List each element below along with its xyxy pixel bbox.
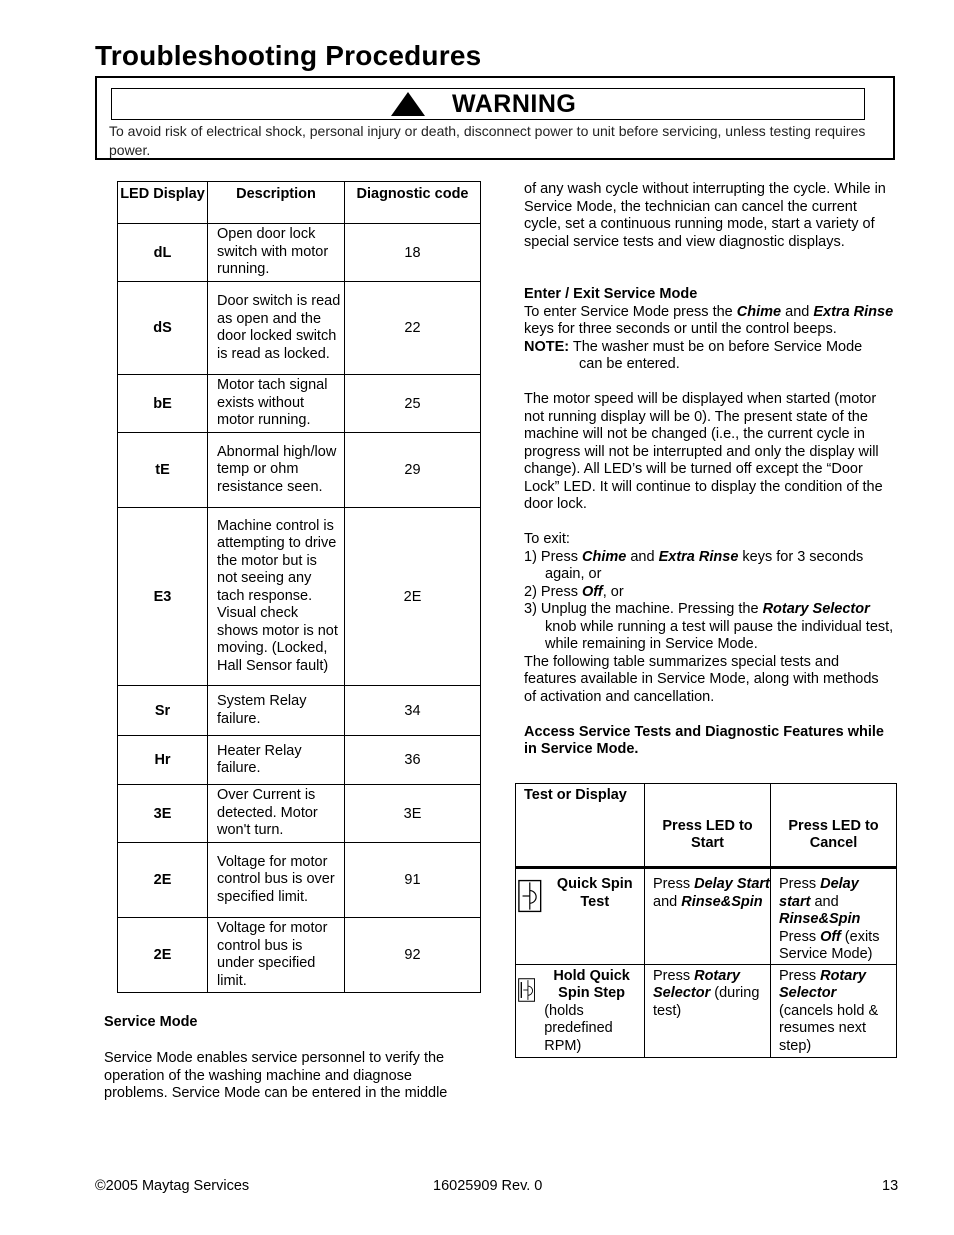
diagnostic-code: 2E [345, 508, 481, 686]
led-code: Sr [118, 686, 208, 736]
header-press-to-cancel: Press LED to Cancel [771, 784, 897, 868]
exit-step-1: 1) Press Chime and Extra Rinse keys for 3 seconds again, or [524, 548, 864, 582]
test-name-cell [516, 964, 645, 1057]
header-press-to-start: Press LED to Start [645, 784, 771, 868]
led-description: Motor tach signal exists without motor running. [208, 375, 345, 433]
led-description: System Relay failure. [208, 686, 345, 736]
test-name: Quick Spin Test [556, 876, 633, 910]
note-continued: can be entered. [579, 356, 680, 372]
diagnostic-code: 91 [345, 843, 481, 918]
footer-page-number: 13 [882, 1178, 899, 1194]
off-key: Off [582, 583, 603, 600]
table-row [516, 868, 897, 965]
table-row [516, 964, 897, 1057]
diagnostic-code: 34 [345, 686, 481, 736]
service-mode-intro: Service Mode enables service personnel to verify the operation of the washing machine and diagnose problems. Service Mode can be entered in the middle [104, 1050, 448, 1101]
enter-instructions: To enter Service Mode press the Chime and Extra Rinse keys for three seconds or until the control beeps. [524, 303, 894, 337]
diagnostic-code: 92 [345, 918, 481, 993]
diagnostic-code: 18 [345, 224, 481, 282]
diagnostic-code: 22 [345, 282, 481, 375]
warning-box [95, 76, 895, 160]
led-description: Door switch is read as open and the door locked switch is read as locked. [208, 282, 345, 375]
table-row [118, 918, 481, 993]
test-note: (holds predefined RPM) [544, 1002, 613, 1054]
led-code: 3E [118, 785, 208, 843]
led-code: E3 [118, 508, 208, 686]
table-row [118, 224, 481, 282]
service-tests-table [515, 783, 897, 1058]
exit-step-3: 3) Unplug the machine. Pressing the Rotary Selector knob while running a test will pause the individual test, while remaining in Service Mode. [524, 601, 894, 652]
footer-copyright: ©2005 Maytag Services [95, 1178, 250, 1194]
note: NOTE: The washer must be on before Service Mode [524, 338, 863, 355]
led-description: Voltage for motor control bus is over specified limit. [208, 843, 345, 918]
led-description: Machine control is attempting to drive the motor but is not seeing any tach response. Visual check shows motor is not moving. (Locked, Hall Sensor fault) [208, 508, 345, 686]
led-description: Heater Relay failure. [208, 736, 345, 785]
diagnostic-code: 25 [345, 375, 481, 433]
chime-key: Chime [736, 303, 782, 320]
table-row [118, 433, 481, 508]
warning-triangle-icon [390, 91, 426, 117]
warning-banner [111, 88, 865, 120]
led-code: Hr [118, 736, 208, 785]
exit-step-2: 2) Press Off, or [524, 583, 624, 600]
enter-exit-heading: Enter / Exit Service Mode [524, 286, 698, 302]
table-row [118, 736, 481, 785]
warning-text: To avoid risk of electrical shock, personal injury or death, disconnect power to unit before servicing, unless testing requires power. [109, 123, 866, 158]
led-code: tE [118, 433, 208, 508]
service-mode-heading: Service Mode [104, 1014, 198, 1030]
header-test-or-display: Test or Display [516, 784, 645, 868]
led-code: dS [118, 282, 208, 375]
summary-paragraph: The following table summarizes special tests and features available in Service Mode, along with methods of activation and cancellation. [524, 653, 879, 705]
rotary-selector-key: Rotary Selector [762, 601, 870, 617]
diagnostic-code: 29 [345, 433, 481, 508]
extra-rinse-key: Extra Rinse [813, 303, 894, 320]
cancel-instructions: Press Delay start and Rinse&Spin Press Off (exits Service Mode) [771, 868, 897, 965]
motor-speed-paragraph: The motor speed will be displayed when started (motor not running display will be 0). The present state of the machine will not be changed (i.e., the current cycle in progress will not be interrupted and only the display will change). All LED’s will be turned off except the “Door Lock” LED. It will continue to display the condition of the door lock. [524, 391, 883, 512]
led-description: Over Current is detected. Motor won't turn. [208, 785, 345, 843]
table-row [118, 508, 481, 686]
led-code: bE [118, 375, 208, 433]
page-title: Troubleshooting Procedures [95, 40, 482, 71]
start-instructions: Press Delay Start and Rinse&Spin [645, 868, 771, 965]
footer-doc-number: 16025909 Rev. 0 [433, 1178, 543, 1194]
diagnostic-code: 36 [345, 736, 481, 785]
table-row [118, 375, 481, 433]
table-header-row [118, 182, 481, 224]
led-code: dL [118, 224, 208, 282]
header-led-display: LED Display [118, 182, 208, 224]
led-description: Open door lock switch with motor running. [208, 224, 345, 282]
start-instructions: Press Rotary Selector (during test) [645, 964, 771, 1057]
table-row [118, 785, 481, 843]
led-code: 2E [118, 918, 208, 993]
access-heading: Access Service Tests and Diagnostic Features while in Service Mode. [524, 723, 884, 757]
table-header-row [516, 784, 897, 868]
service-mode-right-column [524, 181, 894, 759]
header-description: Description [208, 182, 345, 224]
table-row [118, 843, 481, 918]
warning-title: WARNING [452, 90, 577, 118]
led-description: Voltage for motor control bus is under specified limit. [208, 918, 345, 993]
service-mode-continuation: of any wash cycle without interrupting the cycle. While in Service Mode, the technician can cancel the current cycle, set a continuous running mode, start a variety of special service tests and view diagnostic displays. [524, 181, 886, 250]
led-diagnostic-table [117, 181, 481, 993]
to-exit-label: To exit: [524, 531, 570, 547]
cancel-instructions: Press Rotary Selector (cancels hold & resumes next step) [771, 964, 897, 1057]
led-code: 2E [118, 843, 208, 918]
header-diagnostic-code: Diagnostic code [345, 182, 481, 224]
led-description: Abnormal high/low temp or ohm resistance seen. [208, 433, 345, 508]
test-name: Hold Quick Spin Step [553, 967, 630, 1001]
quick-spin-icon [518, 878, 542, 914]
test-name-cell [516, 868, 645, 965]
table-row [118, 282, 481, 375]
diagnostic-code: 3E [345, 785, 481, 843]
hold-quick-spin-icon [518, 972, 535, 1008]
table-row [118, 686, 481, 736]
